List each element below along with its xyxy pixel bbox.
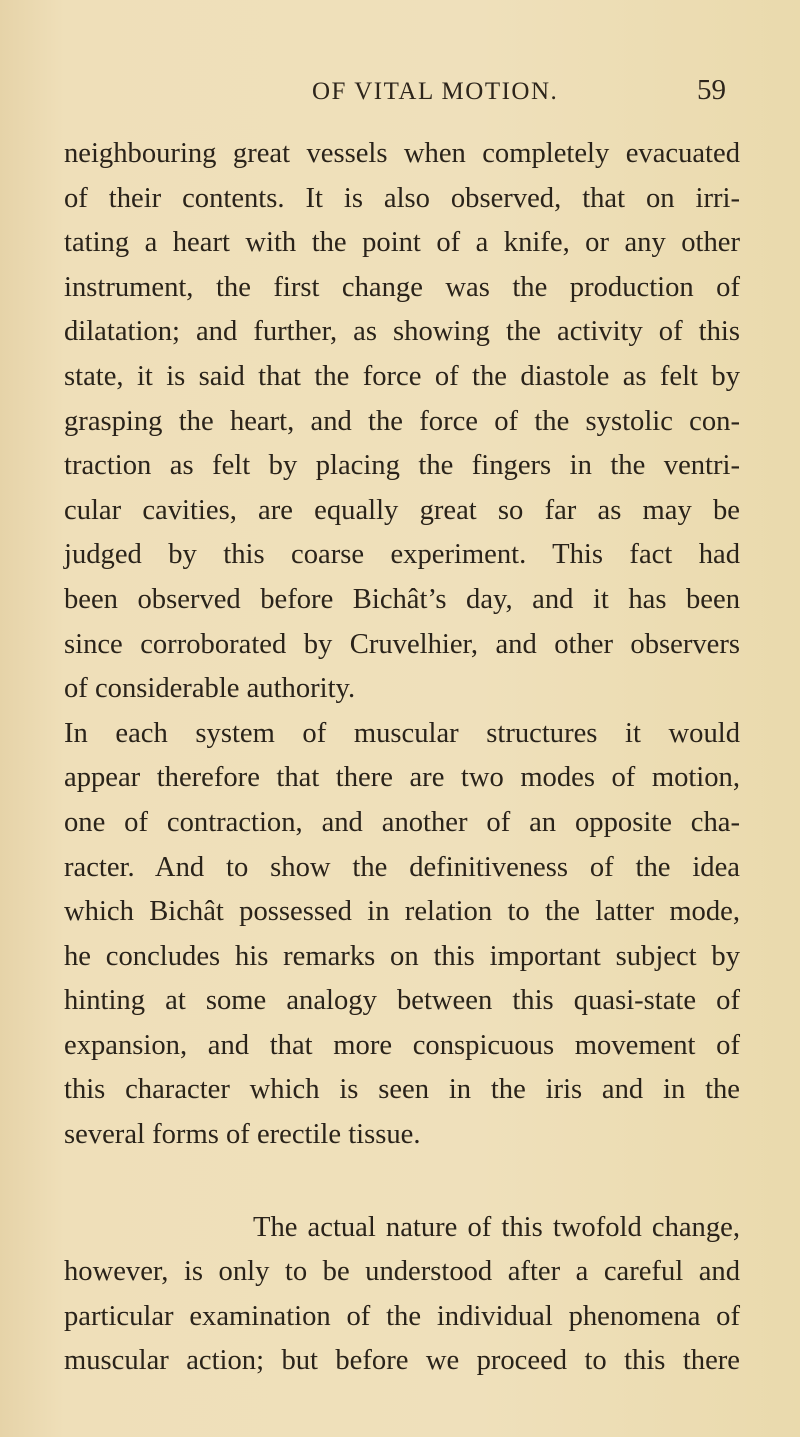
- text-line: of their contents. It is also observed, that on irri-: [64, 182, 740, 214]
- text-line: several forms of erectile tissue.: [64, 1119, 421, 1151]
- text-line: neighbouring great vessels when completely evacuated: [64, 138, 740, 169]
- text-line: however, is only to be understood after a careful and: [64, 1256, 740, 1288]
- paragraph-2: [64, 712, 740, 1158]
- text-line: In each system of muscular structures it would: [64, 717, 740, 749]
- text-line: this character which is seen in the iris and in the: [64, 1074, 740, 1106]
- running-title: OF VITAL MOTION.: [312, 78, 559, 105]
- text-line: hinting at some analogy between this quasi-state of: [64, 985, 740, 1017]
- text-line: traction as felt by placing the fingers in the ventri-: [64, 450, 740, 482]
- text-line: of considerable authority.: [64, 673, 356, 705]
- text-line: one of contraction, and another of an opposite cha-: [64, 806, 740, 838]
- paragraph-1: [64, 132, 740, 712]
- text-line: dilatation; and further, as showing the activity of this: [64, 316, 740, 348]
- text-line: which Bichât possessed in relation to the latter mode,: [64, 896, 740, 928]
- text-line: The actual nature of this twofold change,: [253, 1211, 740, 1243]
- text-line: been observed before Bichât’s day, and it has been: [64, 583, 740, 615]
- text-line: expansion, and that more conspicuous movement of: [64, 1029, 740, 1061]
- text-line: he concludes his remarks on this important subject by: [64, 940, 740, 972]
- text-line: judged by this coarse experiment. This fact had: [64, 539, 740, 571]
- body-text: [64, 132, 740, 1384]
- running-head: [0, 74, 800, 118]
- text-line: grasping the heart, and the force of the systolic con-: [64, 405, 740, 437]
- text-line: muscular action; but before we proceed to this there: [64, 1345, 740, 1377]
- paragraph-3: [64, 1206, 740, 1384]
- text-line: racter. And to show the definitiveness of the idea: [64, 851, 740, 883]
- text-line: state, it is said that the force of the diastole as felt by: [64, 360, 740, 392]
- text-line: cular cavities, are equally great so far as may be: [64, 494, 740, 526]
- text-line: appear therefore that there are two modes of motion,: [64, 762, 740, 794]
- text-line: instrument, the first change was the production of: [64, 271, 740, 303]
- text-line: particular examination of the individual phenomena of: [64, 1300, 740, 1332]
- text-line: since corroborated by Cruvelhier, and other observers: [64, 628, 740, 660]
- page-number: 59: [697, 74, 726, 106]
- text-line: tating a heart with the point of a knife, or any other: [64, 227, 740, 259]
